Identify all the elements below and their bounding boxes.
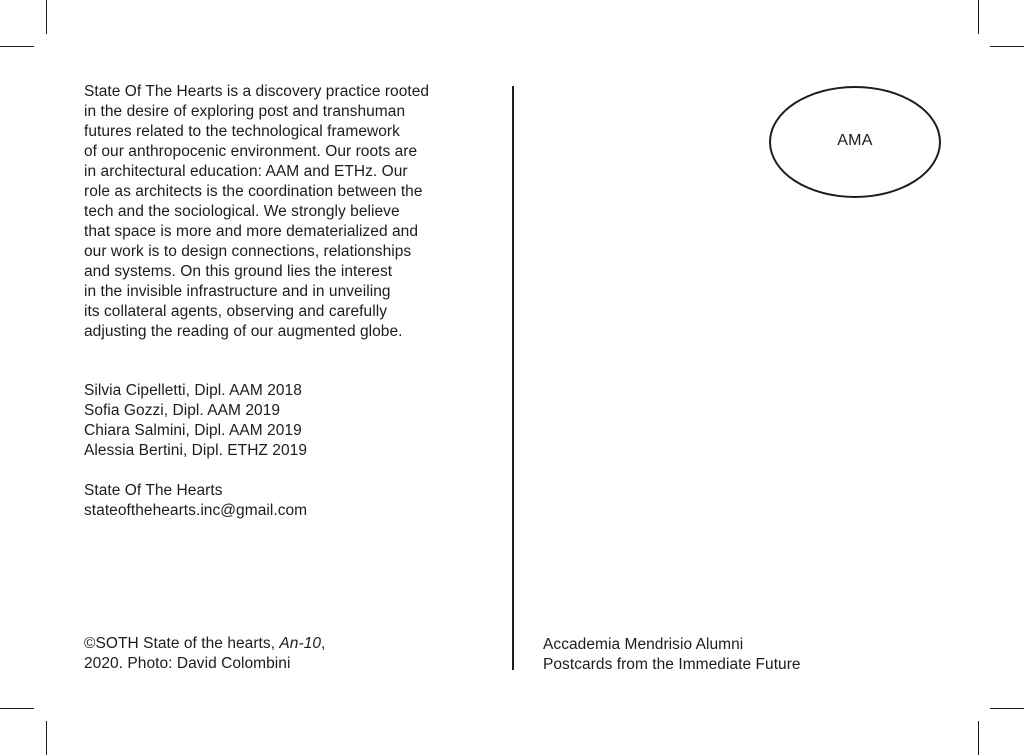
intro-line: role as architects is the coordination between the xyxy=(84,183,423,200)
series-name: Postcards from the Immediate Future xyxy=(543,656,801,673)
crop-mark-top-left-horizontal xyxy=(0,46,34,47)
contact-block xyxy=(84,481,307,521)
intro-line: our work is to design connections, relationships xyxy=(84,243,412,260)
crop-mark-bottom-right-vertical xyxy=(978,721,979,755)
stamp-ellipse xyxy=(769,86,941,198)
postcard-divider xyxy=(512,86,514,670)
credit-item: Silvia Cipelletti, Dipl. AAM 2018 xyxy=(84,382,302,399)
crop-mark-bottom-left-horizontal xyxy=(0,708,34,709)
contact-email: stateofthehearts.inc@gmail.com xyxy=(84,502,308,519)
intro-line: of our anthropocenic environment. Our roots are xyxy=(84,143,418,160)
copyright-suffix: , xyxy=(321,635,326,652)
copyright-prefix: ©SOTH State of the hearts, xyxy=(84,635,280,652)
stamp-label: AMA xyxy=(837,132,873,149)
publisher-name: Accademia Mendrisio Alumni xyxy=(543,636,744,653)
publisher-block xyxy=(543,635,801,675)
crop-mark-top-right-vertical xyxy=(978,0,979,34)
crop-mark-top-right-horizontal xyxy=(990,46,1024,47)
crop-mark-top-left-vertical xyxy=(46,0,47,34)
intro-line: its collateral agents, observing and carefully xyxy=(84,303,387,320)
intro-line: adjusting the reading of our augmented globe. xyxy=(84,323,403,340)
credit-item: Chiara Salmini, Dipl. AAM 2019 xyxy=(84,422,302,439)
credit-item: Alessia Bertini, Dipl. ETHZ 2019 xyxy=(84,442,307,459)
intro-line: in the invisible infrastructure and in unveiling xyxy=(84,283,391,300)
intro-line: in the desire of exploring post and transhuman xyxy=(84,103,406,120)
intro-paragraph xyxy=(84,82,429,342)
contact-name: State Of The Hearts xyxy=(84,482,223,499)
copyright-line-1 xyxy=(84,634,325,654)
artwork-title: An-10 xyxy=(279,635,322,652)
intro-line: tech and the sociological. We strongly believe xyxy=(84,203,400,220)
credits-list xyxy=(84,381,307,461)
copyright-line-2: 2020. Photo: David Colombini xyxy=(84,655,291,672)
credit-item: Sofia Gozzi, Dipl. AAM 2019 xyxy=(84,402,281,419)
intro-line: futures related to the technological framework xyxy=(84,123,400,140)
intro-line: and systems. On this ground lies the interest xyxy=(84,263,393,280)
intro-line: State Of The Hearts is a discovery practice rooted xyxy=(84,83,430,100)
crop-mark-bottom-right-horizontal xyxy=(990,708,1024,709)
intro-line: in architectural education: AAM and ETHz. Our xyxy=(84,163,408,180)
crop-mark-bottom-left-vertical xyxy=(46,721,47,755)
intro-line: that space is more and more dematerialized and xyxy=(84,223,419,240)
copyright-block xyxy=(84,634,325,674)
